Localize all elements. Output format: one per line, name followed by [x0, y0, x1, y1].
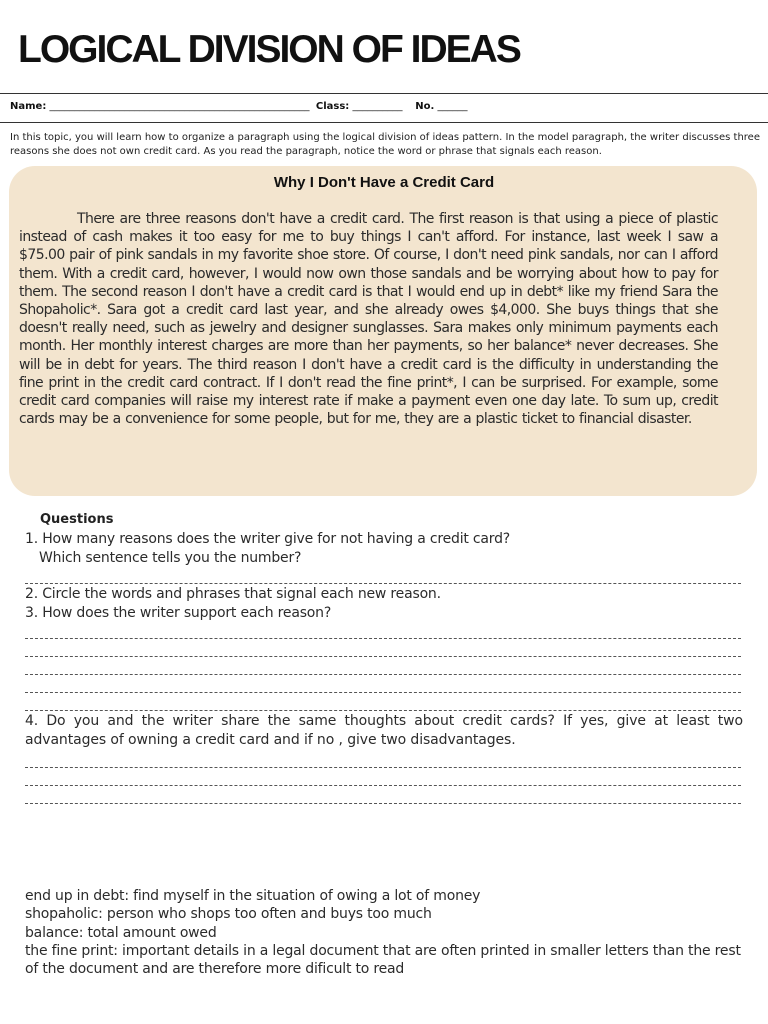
glossary-item: balance: total amount owed	[25, 924, 217, 941]
glossary-item: end up in debt: find myself in the situation of owing a lot of money	[25, 888, 481, 904]
answer-line[interactable]	[25, 767, 741, 768]
number-field[interactable]: ______	[437, 101, 468, 112]
name-label: Name:	[10, 101, 47, 112]
class-field[interactable]: __________	[352, 101, 403, 112]
model-paragraph: There are three reasons don't have a credit card. The first reason is that using a piece of plastic instead of cash makes it too easy for me to buy things I can't afford. For instance, last week I saw a $75.00 pair of pink sandals in my favorite shoe store. Of course, I don't need pink sandals, nor can I afford them. With a credit card, however, I would now own those sandals and be worrying about how to pay for them. The second reason I don't have a credit card is that I would end up in debt* like my friend Sara the Shopaholic*. Sara got a credit card last year, and she already owes $4,000. She buys things that she doesn't really need, such as jewelry and designer sunglasses. Sara makes only minimum payments each month. Her monthly interest charges are more than her payments, so her balance* never decreases. She will be in debt for years. The third reason I don't have a credit card is the difficulty in understanding the fine print in the credit card contract. If I don't read the fine print*, I can be surprised. For example, some credit card companies will raise my interest rate if make a payment even one day late. To sum up, credit cards may be a convenience for some people, but for me, they are a plastic ticket to financial disaster.	[19, 211, 718, 428]
answer-line[interactable]	[25, 710, 741, 711]
question-1-line-2: Which sentence tells you the number?	[39, 550, 302, 566]
question-1	[25, 530, 745, 568]
top-divider	[0, 93, 768, 94]
reading-title: Why I Don't Have a Credit Card	[273, 174, 495, 191]
answer-line[interactable]	[25, 674, 741, 675]
questions-heading: Questions	[40, 512, 114, 527]
number-label: No.	[415, 101, 435, 112]
answer-line[interactable]	[25, 656, 741, 657]
question-2: 2. Circle the words and phrases that signal each new reason.	[25, 586, 441, 602]
name-field[interactable]: ____________________________________________________	[49, 101, 310, 112]
answer-line[interactable]	[25, 583, 741, 584]
student-info-bar	[10, 100, 760, 114]
question-4: 4. Do you and the writer share the same thoughts about credit cards? If yes, give at least two advantages of owning a credit card and if no , give two disadvantages.	[25, 713, 743, 748]
answer-line[interactable]	[25, 692, 741, 693]
class-label: Class:	[315, 101, 350, 112]
glossary-item: shopaholic: person who shops too often and buys too much	[25, 906, 432, 923]
answer-line[interactable]	[25, 803, 741, 804]
answer-line[interactable]	[25, 638, 741, 639]
question-1-line-1: 1. How many reasons does the writer give for not having a credit card?	[25, 531, 511, 547]
glossary	[25, 887, 745, 978]
intro-text: In this topic, you will learn how to organize a paragraph using the logical division of ideas pattern. In the model paragraph, the writer discusses three reasons she does not own credit card. As you read the paragraph, notice the word or phrase that signals each reason.	[10, 132, 760, 157]
bottom-divider	[0, 122, 768, 123]
page-title: LOGICAL DIVISION OF IDEAS	[18, 28, 520, 71]
glossary-item: the fine print: important details in a legal document that are often printed in smaller letters than the rest of the document and are therefore more dificult to read	[25, 942, 741, 978]
question-3: 3. How does the writer support each reason?	[25, 605, 332, 621]
answer-line[interactable]	[25, 785, 741, 786]
